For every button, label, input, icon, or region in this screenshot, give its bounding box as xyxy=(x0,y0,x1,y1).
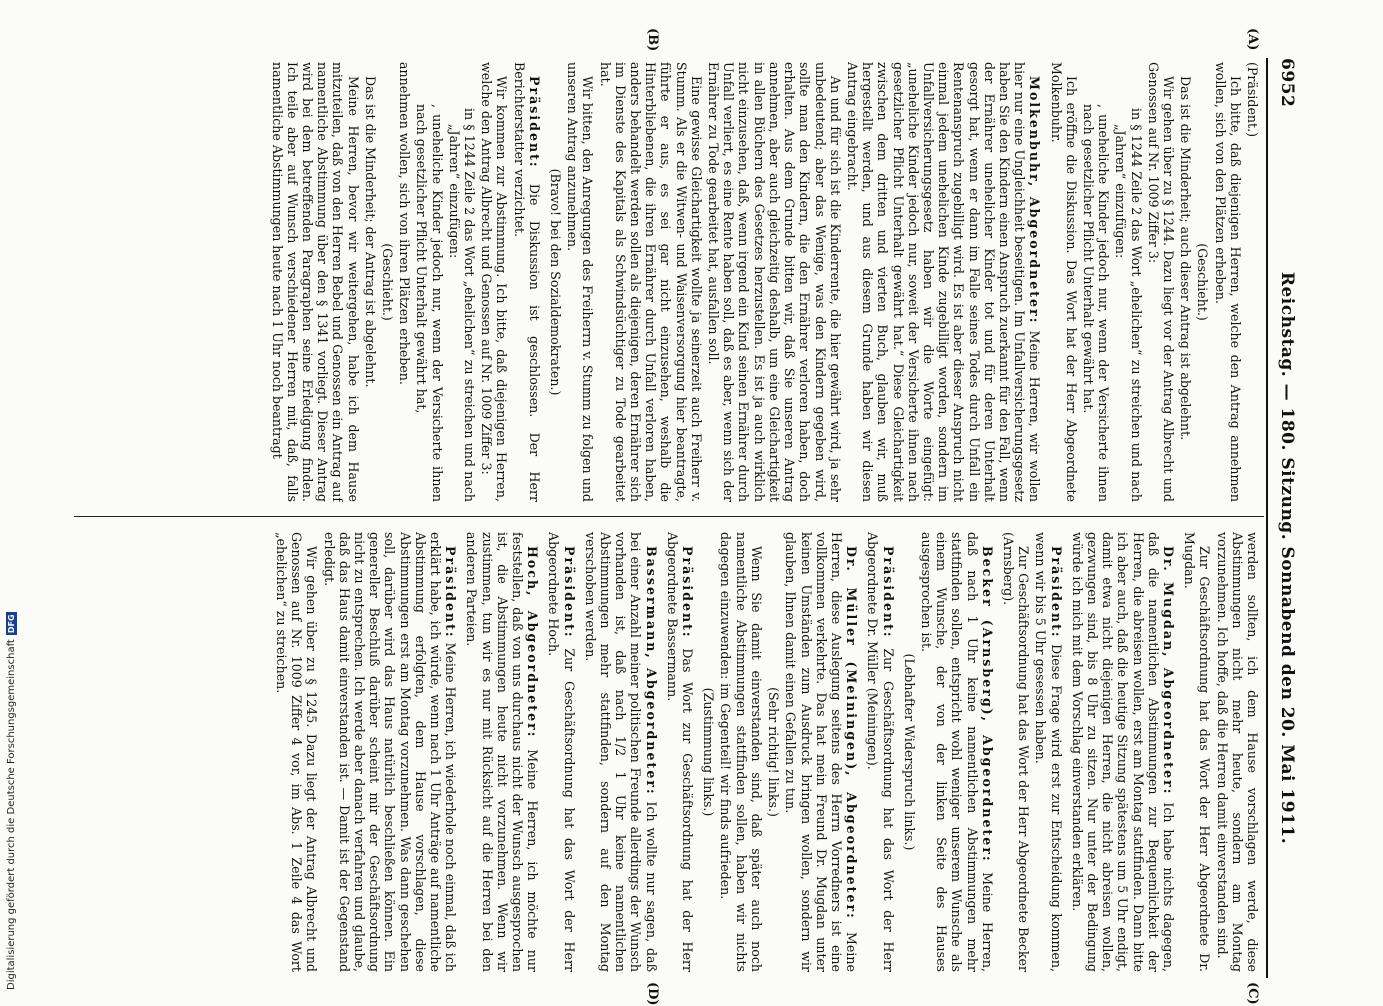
paragraph: Das ist die Minderheit; auch dieser Antrag ist abgelehnt. xyxy=(1178,76,1194,441)
paragraph: Meine Herren, bevor wir weitergehen, habe ich dem Hause mitzuteilen, daß von den Herren Bebel und Genossen ein Antrag auf namentliche Abstimmung über den § 1341 vorliegt. Dieser Antrag wird bei dem betreffenden Paragraphen seine Erledigung finden. Ich teile aber auf Wunsch verschiedener Herren mit, daß, falls namentliche Abstimmungen heute nach 1 Uhr noch beantragt xyxy=(269,62,361,502)
paragraph: Dr. Müller (Meiningen), Abgeordneter: Meine Herren, diese Auslegung seitens des Herrn Vorredners ist eine vollkommen verkehrte. Das hat mein Freund Dr. Mugdan unter keinen Umständen zum Ausdruck bringen wollen, sondern wir glauben, Ihnen damit einen Gefallen zu tun. xyxy=(783,532,860,972)
paragraph: in § 1244 Zeile 2 das Wort „ehelichen“ zu streichen und nach „Jahren“ einzufügen: xyxy=(446,108,478,502)
paragraph: Wir gehen über zu § 1245. Dazu liegt der Antrag Albrecht und Genossen auf Nr. 1009 Ziffer 4 vor, im Abs. 1 Zeile 4 das Wort „ehelichen“ zu streichen. xyxy=(274,532,320,972)
paragraph: Wir gehen über zu § 1244. Dazu liegt vor der Antrag Albrecht und Genossen auf Nr. 1009 Ziffer 3: xyxy=(1145,62,1176,502)
paragraph: Ich bitte, daß diejenigen Herren, welche den Antrag annehmen wollen, sich von den Plätzen erheben. xyxy=(1212,62,1243,502)
speaker-name: Hoch, Abgeordneter: xyxy=(525,546,541,739)
speaker-name: Bassermann, Abgeordneter: xyxy=(643,546,659,796)
speaker-name: Dr. Mugdan, Abgeordneter: xyxy=(1160,546,1176,796)
speaker-name: Präsident: xyxy=(880,546,896,639)
paragraph: , uneheliche Kinder jedoch nur, wenn der Versicherte ihnen nach gesetzlicher Pflicht Unterhalt gewährt hat. xyxy=(1080,104,1112,502)
speaker-name: Dr. Müller (Meiningen), Abgeordneter: xyxy=(844,546,860,920)
paragraph: Eine gewisse Gleichartigkeit wollte ja seinerzeit auch Freiherr v. Stumm. Als er die Witwen- und Waisenversorgung hier beantragte, führte er aus, es sei gar nicht einzusehen, weshalb die Hinterbliebenen, die ihren Ernährer durch Unfall verloren haben, anders behandelt werden sollen als diejenigen, deren Ernährer sich im Dienste des Kapitals als Schwindsüchtiger zu Tode gearbeitet hat. xyxy=(597,62,704,502)
paragraph: werden sollten, ich dem Hause vorschlagen werde, diese Abstimmungen nicht mehr heute, sondern am Montag vorzunehmen. Ich hoffe, daß die Herren damit einverstanden sind. xyxy=(1214,532,1260,972)
paragraph: Präsident: Meine Herren, ich wiederhole noch einmal, daß ich erklärt habe, ich würde, wenn nach 1 Uhr Anträge auf namentliche Abstimmung erfolgten, dem Hause vorschlagen, diese Abstimmungen erst am Montag vorzunehmen. Was dann geschehen soll, darüber wird das Haus natürlich beschließen können. Ein genereller Beschluß darüber scheint mir der Geschäftsordnung nicht zu entsprechen. Ich werde aber danach verfahren und glaube, daß das Haus damit einverstanden ist. — Damit ist der Gegenstand erledigt. xyxy=(321,532,459,972)
margin-marker-b: (B) xyxy=(645,28,660,52)
paragraph: Präsident: Zur Geschäftsordnung hat das Wort der Herr Abgeordnete Dr. Müller (Meiningen). xyxy=(865,532,896,972)
paragraph: Molkenbuhr, Abgeordneter: Meine Herren, wir wollen hier nur eine Ungleichheit beseitigen. Im Unfallversicherungsgesetz haben Sie den Kindern einen Anspruch zuerkannt für den Fall, wenn der Ernährer unehelicher Kinder tot und für deren Unterhalt gesorgt hat, wenn er dann im Falle seines Todes durch Unfall ein Rentenanspruch zugebilligt wird. Es ist aber dieser Anspruch nicht einmal jedem unehelichen Kinde zugebilligt worden, sondern im Unfallversicherungsgesetz haben wir die Worte eingefügt: „uneheliche Kinder jedoch nur, soweit der Versicherte ihnen nach gesetzlicher Pflicht Unterhalt gewährt hat.“ Diese Gleichartigkeit zwischen dem dritten und vierten Buch, glauben wir, muß hergestellt werden, und aus diesem Grunde haben wir diesen Antrag eingebracht. xyxy=(844,62,1043,502)
paragraph: (Zustimmung links.) xyxy=(701,687,717,817)
paragraph: Wir kommen zur Abstimmung. Ich bitte, daß diejenigen Herren, welche den Antrag Albrecht und Genossen auf Nr. 1009 Ziffer 3: xyxy=(479,62,510,502)
paragraph: Präsident: Die Diskussion ist geschlossen. Der Herr Berichterstatter verzichtet. xyxy=(511,62,542,502)
right-text-column xyxy=(72,532,1260,972)
paragraph: annehmen wollen, sich von ihren Plätzen erheben. xyxy=(397,62,413,385)
margin-marker-d: (D) xyxy=(645,982,660,1006)
speaker-name: Molkenbuhr, Abgeordneter: xyxy=(1027,76,1043,325)
paragraph: Wenn Sie damit einverstanden sind, daß später auch noch namentliche Abstimmungen stattfinden sollen, haben wir nichts dagegen einzuwenden: im Gegenteil! wir finds aufrieden. xyxy=(718,532,764,972)
paragraph: Bassermann, Abgeordneter: Ich wollte nur sagen, daß bei einer Anzahl meiner politischen Freunde allerdings der Wunsch vorhanden ist, daß nach 1/2 1 Uhr keine namentlichen Abstimmungen mehr stattfinden, sondern auf den Montag verschoben werden. xyxy=(582,532,659,972)
header-rule xyxy=(1266,58,1268,978)
speaker-name: Präsident: xyxy=(561,546,577,639)
digitization-credit xyxy=(4,10,18,990)
paragraph: (Lebhafter Widerspruch links.) xyxy=(901,653,917,851)
paragraph: Hoch, Abgeordneter: Meine Herren, ich möchte nur feststellen, daß von uns durchaus nicht der Wunsch ausgesprochen ist, die Abstimmungen heute nicht vorzunehmen. Wenn wir zustimmen, tun wir es nur mit Rücksicht auf die Herren bei den anderen Parteien. xyxy=(464,532,541,972)
paragraph: Präsident: Zur Geschäftsordnung hat das Wort der Herr Abgeordnete Hoch. xyxy=(546,532,577,972)
column-divider xyxy=(74,516,1264,517)
speaker-name: Becker (Arnsberg), Abgeordneter: xyxy=(979,546,995,863)
speaker-name: Präsident: xyxy=(526,76,542,169)
paragraph: , uneheliche Kinder jedoch nur, wenn der Versicherte ihnen nach gesetzlicher Pflicht Unterhalt gewährt hat, xyxy=(414,104,445,502)
paragraph: Ich eröffne die Diskussion. Das Wort hat der Herr Abgeordnete Molkenbuhr. xyxy=(1048,62,1079,502)
paragraph: (Geschieht.) xyxy=(1195,243,1211,321)
paragraph: Zur Geschäftsordnung hat das Wort der Herr Abgeordnete Dr. Mugdan. xyxy=(1182,532,1213,972)
paragraph: Becker (Arnsberg), Abgeordneter: Meine Herren, daß nach 1 Uhr keine namentlichen Abstimmungen mehr stattfinden sollen, entspricht wohl weniger unserem Wunsche als einem Wunsche, der von der linken Seite des Hauses ausgesprochen ist. xyxy=(918,532,995,972)
speaker-name: Präsident: xyxy=(443,546,459,639)
paragraph: Präsident: Das Wort zur Geschäftsordnung hat der Herr Abgeordnete Bassermann. xyxy=(664,532,696,972)
paragraph: An und für sich ist die Kinderrente, die hier gewährt wird, ja sehr unbedeutend; aber das Wenige, was den Kindern gegeben wird, sollte man den Kindern, die den Ernährer verloren haben, doch erhalten. Aus dem Grunde bitten wir, daß Sie unseren Antrag annehmen, aber auch gleichzeitig deshalb, um eine Gleichartigkeit in allen Büchern des Gesetzes herzustellen. Es ist ja auch wirklich nicht einzusehen, daß, wenn irgend ein Kind seinen Ernährer durch Unfall verliert, es eine Rente haben soll, daß es aber, wenn sich der Ernährer zu Tode gearbeitet hat, ausfallen soll. xyxy=(706,62,843,502)
page-header xyxy=(1274,58,1300,978)
paragraph: Wir bitten, den Anregungen des Freiherrn v. Stumm zu folgen und unseren Antrag anzunehmen. xyxy=(565,62,596,502)
document-page xyxy=(70,28,1300,1006)
paragraph: Zur Geschäftsordnung hat das Wort der Herr Abgeordnete Becker (Arnsberg). xyxy=(1000,532,1032,972)
paragraph: (Geschieht.) xyxy=(380,243,396,321)
credit-text: Digitalisierung gefördert durch die Deutsche Forschungsgemeinschaft xyxy=(5,639,17,990)
paragraph: (Sehr richtig! links.) xyxy=(766,687,782,817)
speaker-name: Präsident: xyxy=(680,546,696,639)
paragraph: (Bravo! bei den Sozialdemokraten.) xyxy=(548,168,564,396)
left-text-column xyxy=(72,62,1260,502)
speaker-name: Präsident: xyxy=(1048,546,1064,639)
running-title: Reichstag. — 180. Sitzung. Sonnabend den 20. Mai 1911. xyxy=(1277,271,1297,845)
paragraph: in § 1244 Zeile 2 das Wort „ehelichen“ zu streichen und nach „Jahren“ einzufügen: xyxy=(1113,108,1144,502)
paragraph: Präsident: Diese Frage wird erst zur Entscheidung kommen, wenn wir bis 5 Uhr gesessen haben. xyxy=(1033,532,1064,972)
paragraph: Das ist die Minderheit; der Antrag ist abgelehnt. xyxy=(362,76,378,388)
paragraph: Dr. Mugdan, Abgeordneter: Ich habe nichts dagegen, daß die namentlichen Abstimmungen zur Bequemlichkeit der Herren, die abreisen wollen, erst am Montag stattfinden. Dann bitte ich aber auch, daß die heutige Sitzung spätestens um 5 Uhr endigt, damit etwa nicht diejenigen Herren, die nicht abreisen wollen, gezwungen sind, bis 8 Uhr zu sitzen. Nur unter der Bedingung würde ich mich mit dem Vorschlag einverstanden erklären. xyxy=(1069,532,1176,972)
margin-marker-a: (A) xyxy=(1245,28,1260,51)
page-number: 6952 xyxy=(1277,58,1297,108)
margin-marker-c: (C) xyxy=(1245,982,1260,1005)
paragraph: (Präsident.) xyxy=(1245,62,1260,138)
dfg-logo-icon: DFG xyxy=(6,614,16,634)
